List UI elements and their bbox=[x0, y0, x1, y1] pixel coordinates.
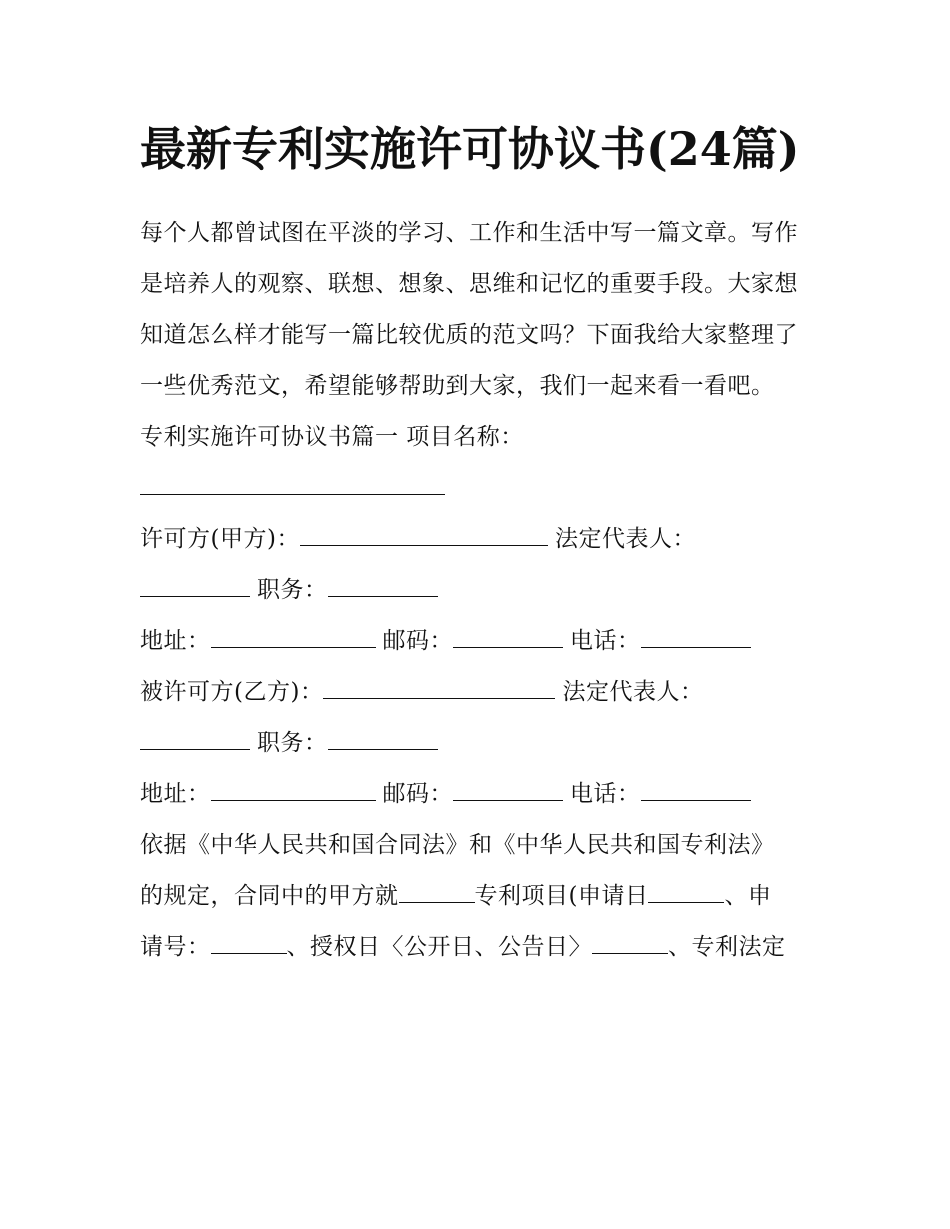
application-number-blank[interactable] bbox=[211, 931, 287, 954]
section-heading-text: 专利实施许可协议书篇一 项目名称： bbox=[140, 424, 524, 450]
basis-text-2c: 、申 bbox=[724, 883, 772, 909]
basis-text-3c: 、专利法定 bbox=[668, 934, 786, 960]
licensor-phone-label: 电话： bbox=[570, 628, 641, 654]
basis-line-1 bbox=[140, 820, 820, 871]
application-date-blank[interactable] bbox=[648, 880, 724, 903]
project-name-line bbox=[140, 463, 820, 514]
basis-text-3b: 、授权日〈公开日、公告日〉 bbox=[286, 934, 592, 960]
basis-line-2 bbox=[140, 871, 820, 922]
licensor-rep-line bbox=[140, 565, 820, 616]
licensee-postcode-blank[interactable] bbox=[453, 778, 563, 801]
licensor-line bbox=[140, 514, 820, 565]
licensor-title-label: 职务： bbox=[257, 577, 328, 603]
licensor-name-blank[interactable] bbox=[300, 523, 548, 546]
basis-line-3 bbox=[140, 922, 820, 973]
licensee-label: 被许可方(乙方)： bbox=[140, 679, 324, 705]
document-page bbox=[140, 110, 820, 973]
licensee-address-blank[interactable] bbox=[211, 778, 376, 801]
licensee-contact-line bbox=[140, 769, 820, 820]
licensee-line bbox=[140, 667, 820, 718]
licensor-rep-label: 法定代表人： bbox=[554, 526, 696, 552]
licensee-rep-line bbox=[140, 718, 820, 769]
basis-text-2b: 专利项目(申请日 bbox=[474, 883, 649, 909]
licensee-name-blank[interactable] bbox=[323, 676, 555, 699]
licensor-label: 许可方(甲方)： bbox=[140, 526, 300, 552]
licensee-rep-blank[interactable] bbox=[140, 727, 250, 750]
licensor-title-blank[interactable] bbox=[328, 574, 438, 597]
licensor-contact-line bbox=[140, 616, 820, 667]
patent-project-blank[interactable] bbox=[399, 880, 475, 903]
section-heading bbox=[140, 412, 820, 463]
licensee-postcode-label: 邮码： bbox=[382, 781, 453, 807]
licensor-postcode-blank[interactable] bbox=[453, 625, 563, 648]
licensor-postcode-label: 邮码： bbox=[382, 628, 453, 654]
licensee-title-label: 职务： bbox=[257, 730, 328, 756]
licensor-phone-blank[interactable] bbox=[641, 625, 751, 648]
licensor-address-blank[interactable] bbox=[211, 625, 376, 648]
licensee-phone-blank[interactable] bbox=[641, 778, 751, 801]
licensee-title-blank[interactable] bbox=[328, 727, 438, 750]
basis-text-3a: 请号： bbox=[140, 934, 211, 960]
grant-date-blank[interactable] bbox=[592, 931, 668, 954]
licensor-address-label: 地址： bbox=[140, 628, 211, 654]
licensor-rep-blank[interactable] bbox=[140, 574, 250, 597]
intro-paragraph: 每个人都曾试图在平淡的学习、工作和生活中写一篇文章。写作是培养人的观察、联想、想象、思维和记忆的重要手段。大家想知道怎么样才能写一篇比较优质的范文吗？下面我给大家整理了一些优秀范文，希望能够帮助到大家，我们一起来看一看吧。 bbox=[140, 220, 798, 399]
licensee-phone-label: 电话： bbox=[570, 781, 641, 807]
basis-text-1: 依据《中华人民共和国合同法》和《中华人民共和国专利法》 bbox=[140, 832, 775, 858]
document-title: 最新专利实施许可协议书(24篇) bbox=[140, 122, 800, 176]
licensee-address-label: 地址： bbox=[140, 781, 211, 807]
basis-text-2a: 的规定，合同中的甲方就 bbox=[140, 883, 399, 909]
project-name-blank[interactable] bbox=[140, 472, 445, 495]
licensee-rep-label: 法定代表人： bbox=[562, 679, 704, 705]
